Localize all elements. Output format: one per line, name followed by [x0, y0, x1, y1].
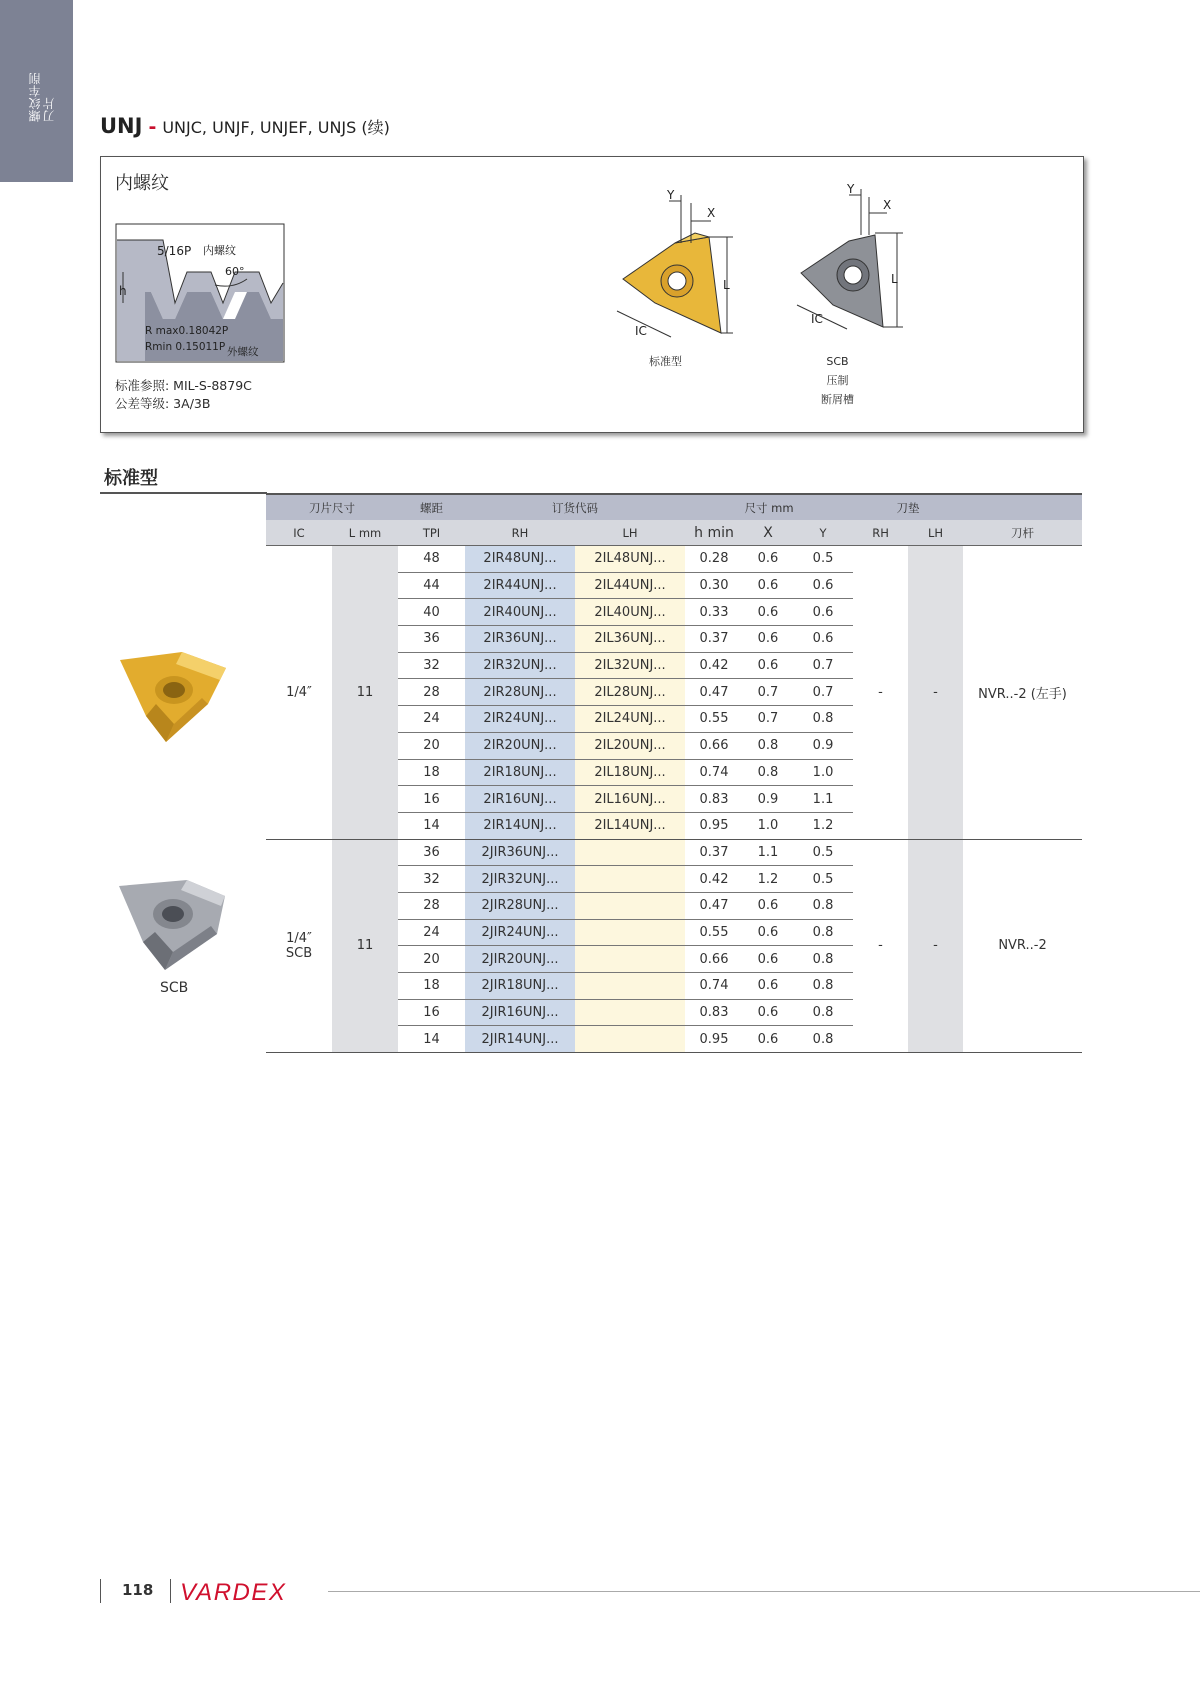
cell-x: 0.6 — [743, 572, 793, 599]
cell-y: 0.8 — [793, 999, 853, 1026]
info-box-title: 内螺纹 — [115, 173, 169, 194]
cell-lh: 2IL14UNJ... — [575, 812, 685, 839]
group-header-dimensions: 尺寸 mm — [685, 494, 853, 520]
cell-rh: 2IR18UNJ... — [465, 759, 575, 786]
cell-tpi: 20 — [398, 946, 465, 973]
cell-y: 1.0 — [793, 759, 853, 786]
cell-lh: 2IL16UNJ... — [575, 786, 685, 813]
cell-lh: 2IL40UNJ... — [575, 599, 685, 626]
cell-y: 0.8 — [793, 973, 853, 1000]
cell-x: 0.6 — [743, 892, 793, 919]
cell-x: 0.6 — [743, 599, 793, 626]
cell-y: 0.9 — [793, 732, 853, 759]
cell-x: 0.6 — [743, 626, 793, 653]
insert-a-y-label: Y — [667, 188, 675, 202]
cell-x: 1.2 — [743, 866, 793, 893]
cell-rh: 2JIR16UNJ... — [465, 999, 575, 1026]
cell-shim-lh: - — [908, 546, 963, 840]
cell-tpi: 18 — [398, 973, 465, 1000]
cell-x: 0.6 — [743, 973, 793, 1000]
col-header-shim-lh: LH — [908, 520, 963, 546]
cell-hmin: 0.66 — [685, 732, 743, 759]
cell-y: 0.5 — [793, 866, 853, 893]
cell-tpi: 32 — [398, 652, 465, 679]
cell-rh: 2JIR14UNJ... — [465, 1026, 575, 1053]
cell-rh: 2IR16UNJ... — [465, 786, 575, 813]
cell-tpi: 48 — [398, 546, 465, 573]
side-tab-line2: 刀片 — [42, 97, 56, 122]
section-rule — [100, 492, 267, 494]
cell-lh: 2IL28UNJ... — [575, 679, 685, 706]
cell-lh — [575, 919, 685, 946]
cell-tpi: 28 — [398, 892, 465, 919]
cell-x: 0.6 — [743, 999, 793, 1026]
cell-rh: 2JIR28UNJ... — [465, 892, 575, 919]
cell-hmin: 0.42 — [685, 866, 743, 893]
cell-x: 1.0 — [743, 812, 793, 839]
title-main: UNJ — [100, 114, 143, 138]
cell-hmin: 0.95 — [685, 1026, 743, 1053]
cell-y: 1.2 — [793, 812, 853, 839]
diagram-internal-label: 内螺纹 — [203, 244, 236, 257]
cell-y: 1.1 — [793, 786, 853, 813]
standard-notes — [115, 377, 252, 413]
cell-tpi: 18 — [398, 759, 465, 786]
brand-logo: VARDEX — [180, 1579, 287, 1606]
cell-lh: 2IL36UNJ... — [575, 626, 685, 653]
col-header-rh: RH — [465, 520, 575, 546]
standard-ref: 标准参照: MIL-S-8879C — [115, 378, 252, 393]
cell-y: 0.6 — [793, 572, 853, 599]
cell-ic: 1/4″ — [266, 546, 332, 840]
cell-y: 0.8 — [793, 706, 853, 733]
cell-y: 0.8 — [793, 919, 853, 946]
side-tab-text — [28, 72, 56, 122]
standard-insert-diagram — [611, 183, 761, 353]
col-header-lh: LH — [575, 520, 685, 546]
cell-hmin: 0.28 — [685, 546, 743, 573]
cell-hmin: 0.42 — [685, 652, 743, 679]
cell-hmin: 0.83 — [685, 786, 743, 813]
cell-hmin: 0.47 — [685, 892, 743, 919]
title-dash: - — [148, 116, 157, 138]
footer-rule — [328, 1591, 1200, 1592]
section-title: 标准型 — [104, 468, 158, 489]
insert-b-ic-label: IC — [811, 312, 823, 326]
cell-tpi: 16 — [398, 786, 465, 813]
col-header-tpi: TPI — [398, 520, 465, 546]
group-header-order-code: 订货代码 — [465, 494, 685, 520]
scb-insert-photo — [113, 876, 231, 976]
cell-ic-line1: 1/4″ — [286, 930, 312, 946]
insert-b-x-label: X — [883, 198, 892, 212]
insert-a-ic-label: IC — [635, 324, 647, 338]
cell-hmin: 0.83 — [685, 999, 743, 1026]
cell-y: 0.5 — [793, 839, 853, 866]
insert-a-x-label: X — [707, 206, 716, 220]
cell-lh: 2IL20UNJ... — [575, 732, 685, 759]
cell-lh: 2IL24UNJ... — [575, 706, 685, 733]
diagram-rmax-label: R max0.18042P — [145, 325, 229, 337]
cell-rh: 2IR40UNJ... — [465, 599, 575, 626]
cell-tpi: 36 — [398, 839, 465, 866]
cell-x: 1.1 — [743, 839, 793, 866]
cell-hmin: 0.37 — [685, 626, 743, 653]
cell-y: 0.5 — [793, 546, 853, 573]
cell-rh: 2IR14UNJ... — [465, 812, 575, 839]
cell-tpi: 28 — [398, 679, 465, 706]
cell-shim-rh: - — [853, 839, 908, 1053]
col-header-holder: 刀杆 — [963, 520, 1082, 546]
cell-hmin: 0.33 — [685, 599, 743, 626]
cell-hmin: 0.55 — [685, 919, 743, 946]
cell-x: 0.8 — [743, 732, 793, 759]
cell-y: 0.8 — [793, 892, 853, 919]
tolerance-class: 公差等级: 3A/3B — [115, 396, 211, 411]
cell-rh: 2JIR36UNJ... — [465, 839, 575, 866]
col-header-y: Y — [793, 520, 853, 546]
cell-x: 0.8 — [743, 759, 793, 786]
cell-tpi: 32 — [398, 866, 465, 893]
insert-b-l-label: L — [891, 272, 898, 286]
insert-scb-caption-1: SCB — [826, 355, 849, 368]
cell-rh: 2IR48UNJ... — [465, 546, 575, 573]
title-sub: UNJC, UNJF, UNJEF, UNJS (续) — [162, 118, 390, 137]
cell-hmin: 0.95 — [685, 812, 743, 839]
page-number: 118 — [122, 1581, 154, 1599]
footer-divider-left — [100, 1579, 101, 1603]
cell-x: 0.9 — [743, 786, 793, 813]
diagram-h-label: h — [119, 284, 127, 298]
side-tab — [0, 0, 73, 182]
diagram-rmin-label: Rmin 0.15011P — [145, 341, 226, 353]
cell-lh — [575, 999, 685, 1026]
cell-x: 0.6 — [743, 946, 793, 973]
group-header-empty — [963, 494, 1082, 520]
cell-rh: 2JIR20UNJ... — [465, 946, 575, 973]
diagram-pitch-label: 5/16P — [157, 244, 192, 258]
side-tab-line1: 螺纹车削 — [28, 72, 42, 122]
scb-insert-diagram — [787, 177, 937, 347]
col-header-shim-rh: RH — [853, 520, 908, 546]
insert-b-y-label: Y — [847, 182, 855, 196]
cell-x: 0.7 — [743, 706, 793, 733]
cell-rh: 2IR20UNJ... — [465, 732, 575, 759]
col-header-hmin: h min — [685, 520, 743, 546]
cell-l: 11 — [332, 839, 398, 1053]
cell-rh: 2IR24UNJ... — [465, 706, 575, 733]
group-header-insert-size: 刀片尺寸 — [266, 494, 398, 520]
cell-lh — [575, 973, 685, 1000]
cell-y: 0.8 — [793, 946, 853, 973]
cell-tpi: 24 — [398, 919, 465, 946]
col-header-ic: IC — [266, 520, 332, 546]
cell-hmin: 0.55 — [685, 706, 743, 733]
cell-x: 0.6 — [743, 652, 793, 679]
cell-x: 0.6 — [743, 919, 793, 946]
info-box — [100, 156, 1084, 433]
cell-x: 0.7 — [743, 679, 793, 706]
cell-lh — [575, 946, 685, 973]
footer-divider-right — [170, 1579, 171, 1603]
group-header-shim: 刀垫 — [853, 494, 963, 520]
cell-rh: 2JIR24UNJ... — [465, 919, 575, 946]
cell-y: 0.7 — [793, 679, 853, 706]
cell-hmin: 0.74 — [685, 759, 743, 786]
cell-x: 0.6 — [743, 546, 793, 573]
col-header-l: L mm — [332, 520, 398, 546]
cell-hmin: 0.30 — [685, 572, 743, 599]
table-group-header-row — [266, 494, 1082, 520]
col-header-x: X — [743, 520, 793, 546]
cell-shim-rh: - — [853, 546, 908, 840]
cell-rh: 2IR44UNJ... — [465, 572, 575, 599]
cell-y: 0.8 — [793, 1026, 853, 1053]
diagram-external-label: 外螺纹 — [227, 346, 259, 358]
cell-rh: 2JIR32UNJ... — [465, 866, 575, 893]
cell-tpi: 36 — [398, 626, 465, 653]
insert-scb-caption-3: 断屑槽 — [821, 393, 854, 406]
cell-lh — [575, 866, 685, 893]
cell-rh: 2IR28UNJ... — [465, 679, 575, 706]
cell-tpi: 40 — [398, 599, 465, 626]
diagram-angle-label: 60° — [225, 265, 245, 278]
group-header-pitch: 螺距 — [398, 494, 465, 520]
insert-scb-caption-2: 压制 — [826, 374, 849, 387]
cell-y: 0.7 — [793, 652, 853, 679]
insert-standard-caption: 标准型 — [649, 355, 682, 368]
cell-x: 0.6 — [743, 1026, 793, 1053]
cell-tpi: 16 — [398, 999, 465, 1026]
standard-insert-photo — [116, 646, 228, 746]
cell-tpi: 44 — [398, 572, 465, 599]
scb-photo-caption: SCB — [160, 980, 189, 996]
cell-rh: 2IR32UNJ... — [465, 652, 575, 679]
cell-lh — [575, 1026, 685, 1053]
thread-profile-diagram — [115, 223, 287, 365]
cell-holder: NVR..-2 (左手) — [963, 546, 1082, 840]
cell-y: 0.6 — [793, 599, 853, 626]
cell-lh: 2IL48UNJ... — [575, 546, 685, 573]
cell-shim-lh: - — [908, 839, 963, 1053]
table-row — [266, 546, 1082, 573]
insert-scb-caption — [821, 352, 854, 409]
cell-lh: 2IL18UNJ... — [575, 759, 685, 786]
cell-hmin: 0.74 — [685, 973, 743, 1000]
cell-lh: 2IL32UNJ... — [575, 652, 685, 679]
cell-y: 0.6 — [793, 626, 853, 653]
insert-a-l-label: L — [723, 278, 730, 292]
cell-rh: 2JIR18UNJ... — [465, 973, 575, 1000]
page-title — [100, 114, 390, 138]
cell-rh: 2IR36UNJ... — [465, 626, 575, 653]
cell-hmin: 0.66 — [685, 946, 743, 973]
cell-tpi: 24 — [398, 706, 465, 733]
cell-lh — [575, 839, 685, 866]
cell-lh — [575, 892, 685, 919]
table-column-header-row — [266, 520, 1082, 546]
cell-lh: 2IL44UNJ... — [575, 572, 685, 599]
cell-hmin: 0.37 — [685, 839, 743, 866]
table-row — [266, 839, 1082, 866]
cell-hmin: 0.47 — [685, 679, 743, 706]
cell-tpi: 14 — [398, 812, 465, 839]
cell-tpi: 20 — [398, 732, 465, 759]
cell-ic-line2: SCB — [285, 945, 313, 961]
insert-table — [266, 493, 1082, 1053]
cell-holder: NVR..-2 — [963, 839, 1082, 1053]
cell-l: 11 — [332, 546, 398, 840]
cell-tpi: 14 — [398, 1026, 465, 1053]
cell-ic — [266, 839, 332, 1053]
